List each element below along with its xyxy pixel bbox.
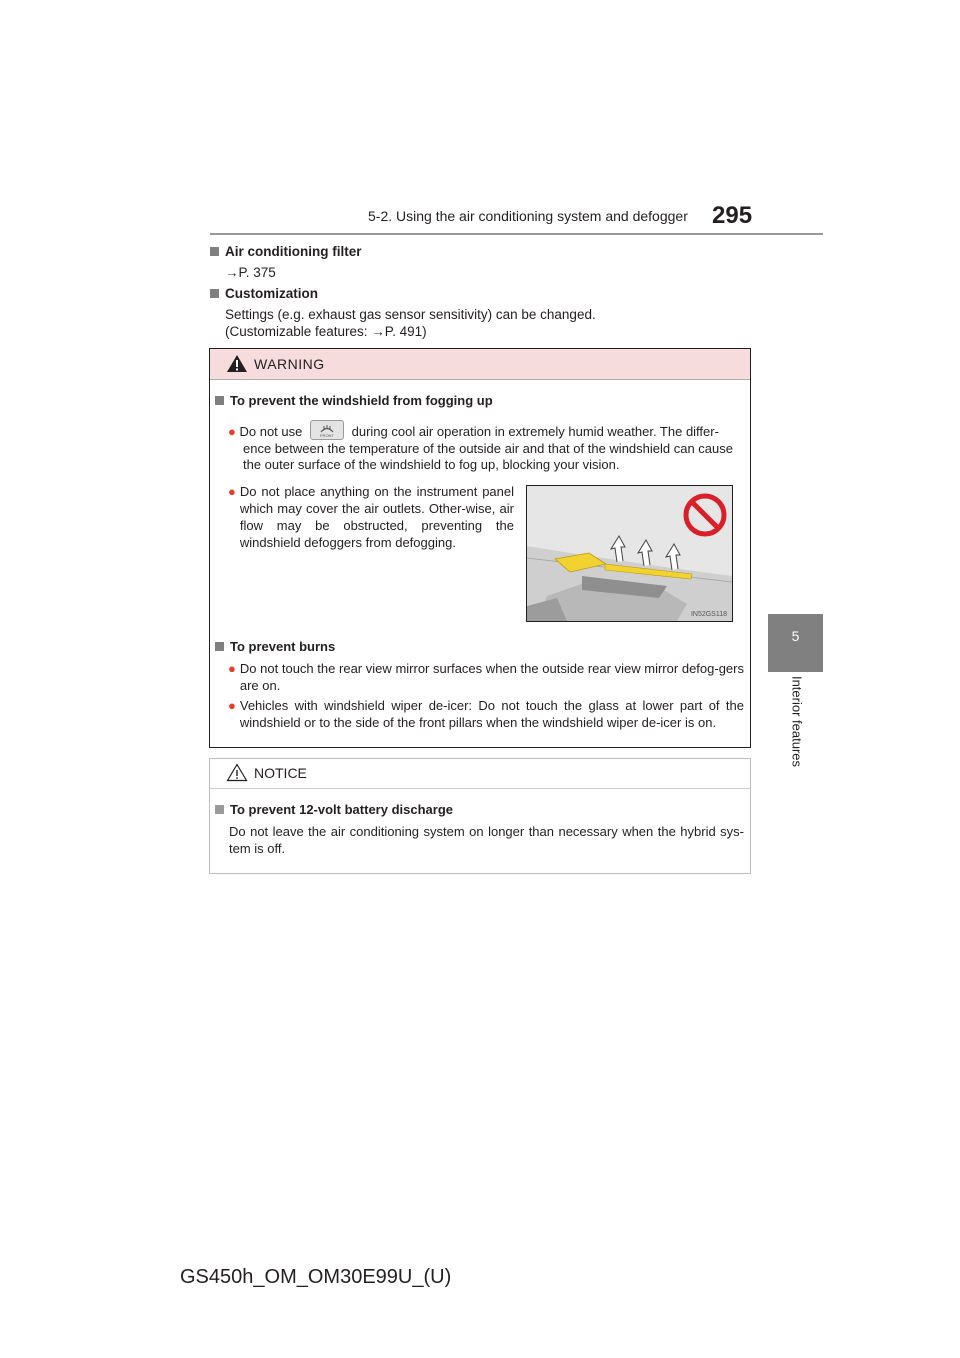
warning-title: WARNING <box>254 356 325 372</box>
dashboard-illustration-art <box>527 486 732 621</box>
bullet-dot-icon: ● <box>228 661 236 676</box>
battery-text: Do not leave the air conditioning system on longer than necessary when the hybrid sys-tem is off. <box>229 824 744 856</box>
square-bullet-icon <box>215 396 224 405</box>
air-filter-heading: Air conditioning filter <box>210 242 362 262</box>
fog-bullet-1-line3: the outer surface of the windshield to fog up, blocking your vision. <box>243 457 620 472</box>
square-bullet-icon <box>210 289 219 298</box>
chapter-tab-label: Interior features <box>789 675 805 768</box>
battery-heading: To prevent 12-volt battery discharge <box>215 800 453 820</box>
page-number: 295 <box>712 202 753 229</box>
header-rule <box>210 233 823 235</box>
customization-heading: Customization <box>210 284 318 304</box>
customization-text-line2[interactable]: (Customizable features: →P. 491) <box>225 324 427 339</box>
air-filter-page-ref[interactable]: →P. 375 <box>225 265 276 280</box>
fog-bullet-1: ● Do not use FRONT during cool air operation in extremely humid weather. The differ- <box>228 420 744 440</box>
burns-bullet-1: ● Do not touch the rear view mirror surfaces when the outside rear view mirror defog-gers are on. <box>228 661 744 693</box>
defogger-symbol-icon <box>311 421 343 439</box>
dashboard-illustration <box>526 485 733 622</box>
bullet-dot-icon: ● <box>228 698 236 713</box>
chapter-tab-number: 5 <box>791 628 800 644</box>
bullet-dot-icon: ● <box>228 424 236 439</box>
square-bullet-icon <box>215 805 224 814</box>
illustration-code: IN52GS118 <box>690 611 727 618</box>
burns-bullet-2: ● Vehicles with windshield wiper de-icer: Do not touch the glass at lower part of the windshield or to the side of the front pillars when the windshield wiper de-icer is on. <box>228 698 744 730</box>
bullet-dot-icon: ● <box>228 484 236 499</box>
front-defogger-button-icon <box>310 420 344 440</box>
warning-triangle-icon <box>226 354 248 373</box>
document-code: GS450h_OM_OM30E99U_(U) <box>180 1266 452 1288</box>
fog-bullet-1-line2: ence between the temperature of the outside air and that of the windshield can cause <box>243 441 733 456</box>
running-header-section: 5-2. Using the air conditioning system and defogger <box>368 208 688 224</box>
notice-triangle-icon <box>226 763 248 782</box>
burns-heading: To prevent burns <box>215 637 335 657</box>
notice-title: NOTICE <box>254 765 307 781</box>
fog-heading: To prevent the windshield from fogging up <box>215 391 493 411</box>
square-bullet-icon <box>210 247 219 256</box>
button-label-text: FRONT <box>320 433 334 438</box>
square-bullet-icon <box>215 642 224 651</box>
fog-bullet-2: ● Do not place anything on the instrument panel which may cover the air outlets. Other-wise, air flow may be obstructed, preventing the windshield defoggers from defogging. <box>228 484 514 550</box>
customization-text-line1: Settings (e.g. exhaust gas sensor sensitivity) can be changed. <box>225 307 596 322</box>
